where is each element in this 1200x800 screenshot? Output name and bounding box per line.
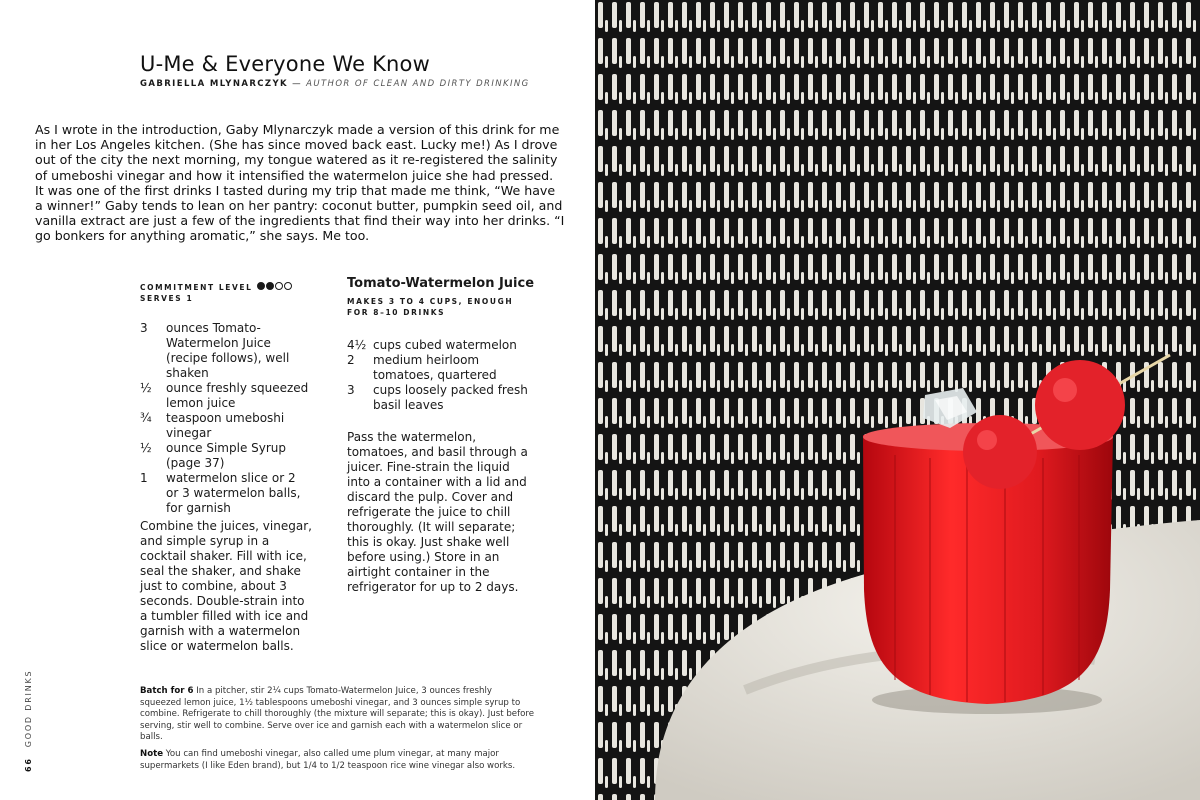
book-title: CLEAN AND DIRTY DRINKING xyxy=(373,79,530,89)
commitment-dot-empty xyxy=(284,282,292,290)
ingredient-item xyxy=(347,353,537,383)
commitment-dots xyxy=(256,283,292,292)
cocktail-photo xyxy=(595,0,1200,800)
ingredient-quantity: ½ xyxy=(140,381,152,395)
photo-illustration xyxy=(595,0,1200,800)
ball-1-highlight xyxy=(1053,378,1077,402)
recipe-meta xyxy=(140,282,292,304)
ball-2-highlight xyxy=(977,430,997,450)
method-paragraph: Combine the juices, vinegar, and simple syrup in a cocktail shaker. Fill with ice, seal the shaker, and shake just to combine, about 3 seconds. Double-strain into a tumbler filled with ice and garnish with a watermelon slice or watermelon balls. xyxy=(140,519,312,653)
ingredient-quantity: 2 xyxy=(347,353,355,367)
author-name: GABRIELLA MLYNARCZYK xyxy=(140,79,289,89)
note xyxy=(140,749,535,772)
watermelon-ball-2 xyxy=(963,415,1037,489)
ingredient-quantity: 3 xyxy=(347,383,355,397)
ingredient-description: ounce freshly squeezed lemon juice xyxy=(166,381,309,410)
ingredient-item xyxy=(140,381,310,411)
ingredient-description: cups cubed watermelon xyxy=(373,338,517,352)
page-number: 66 xyxy=(24,757,33,772)
ingredient-quantity: ¾ xyxy=(140,411,152,425)
commitment-label: COMMITMENT LEVEL xyxy=(140,283,253,292)
byline xyxy=(140,79,530,89)
ingredient-quantity: 3 xyxy=(140,321,148,335)
section-name: GOOD DRINKS xyxy=(24,669,33,748)
byline-separator: — xyxy=(288,79,307,89)
ingredient-item xyxy=(140,441,310,471)
ingredient-quantity: ½ xyxy=(140,441,152,455)
footnotes xyxy=(140,686,535,777)
author-role-prefix: AUTHOR OF xyxy=(306,79,374,89)
commitment-dot-empty xyxy=(275,282,283,290)
commitment-dot-filled xyxy=(266,282,274,290)
left-page xyxy=(0,0,595,800)
ingredient-item xyxy=(140,321,310,381)
ingredient-item xyxy=(347,338,537,353)
ingredient-description: ounce Simple Syrup (page 37) xyxy=(166,441,287,470)
subrecipe-ingredient-list xyxy=(347,338,537,413)
subrecipe-title: Tomato-Watermelon Juice xyxy=(347,276,535,291)
ingredient-description: cups loosely packed fresh basil leaves xyxy=(373,383,528,412)
ingredient-description: medium heirloom tomatoes, quartered xyxy=(373,353,497,382)
subrecipe-yield: MAKES 3 TO 4 CUPS, ENOUGH FOR 8–10 DRINKS xyxy=(347,297,514,317)
batch-note xyxy=(140,686,535,744)
ingredient-quantity: 1 xyxy=(140,471,148,485)
note-label: Note xyxy=(140,748,164,759)
commitment-level xyxy=(140,282,292,293)
ingredient-description: teaspoon umeboshi vinegar xyxy=(166,411,285,440)
note-text: You can find umeboshi vinegar, also called ume plum vinegar, at many major supermarkets (I like Eden brand), but 1/4 to 1/2 teaspoon rice wine vinegar also works. xyxy=(140,748,516,771)
serves: SERVES 1 xyxy=(140,294,194,303)
ingredient-item xyxy=(140,471,310,516)
page-footer xyxy=(24,670,33,772)
subrecipe-method: Pass the watermelon, tomatoes, and basil through a juicer. Fine-strain the liquid into a container with a lid and discard the pulp. Cover and refrigerate the juice to chill thoroughly. (It will separate; this is okay. Just shake well before using.) Store in an airtight container in the refrigerator for up to 2 days. xyxy=(347,430,528,594)
ingredient-description: watermelon slice or 2 or 3 watermelon balls, for garnish xyxy=(166,471,301,515)
ingredient-list xyxy=(140,321,310,516)
batch-text: In a pitcher, stir 2¼ cups Tomato-Watermelon Juice, 3 ounces freshly squeezed lemon juice, 1½ tablespoons umeboshi vinegar, and 3 ounces simple syrup to combine. Refrigerate to chill thoroughly (the mixture will separate; this is okay). Just before serving, stir well to combine. Serve over ice and garnish each with a watermelon slice or balls. xyxy=(140,686,534,743)
ingredient-quantity: 4½ xyxy=(347,338,367,352)
intro-paragraph: As I wrote in the introduction, Gaby Mlynarczyk made a version of this drink for me in her Los Angeles kitchen. (She has since moved back east. Lucky me!) As I drove out of the city the next morning, my tongue watered as it re-registered the salinity of umeboshi vinegar and how it intensified the watermelon juice she had pressed. It was one of the first drinks I tasted during my trip that made me think, “We have a winner!” Gaby tends to lean on her pantry: coconut butter, pumpkin seed oil, and vanilla extract are just a few of the ingredients that find their way into her drinks. “I go bonkers for anything aromatic,” she says. Me too. xyxy=(35,122,565,244)
commitment-dot-filled xyxy=(257,282,265,290)
ingredient-item xyxy=(347,383,537,413)
ingredient-item xyxy=(140,411,310,441)
batch-label: Batch for 6 xyxy=(140,686,194,696)
watermelon-ball-1 xyxy=(1035,360,1125,450)
author-role xyxy=(306,79,530,89)
recipe-title: U-Me & Everyone We Know xyxy=(140,52,430,76)
ingredient-description: ounces Tomato-Watermelon Juice (recipe follows), well shaken xyxy=(166,321,290,380)
